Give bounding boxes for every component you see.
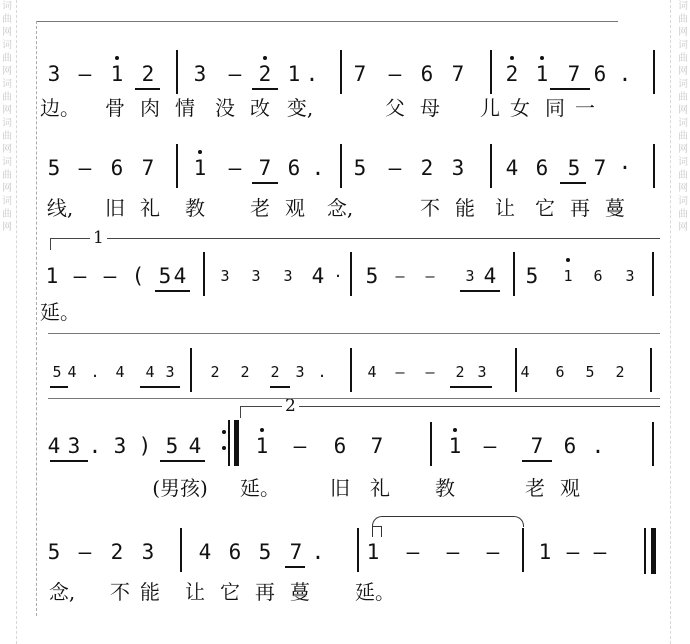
score-left-edge <box>36 21 37 616</box>
volta-bracket-line <box>240 406 660 407</box>
note: — <box>293 434 307 458</box>
lyric: 不 <box>110 580 130 604</box>
beam-underline <box>460 290 500 292</box>
note: 5 <box>365 264 379 288</box>
lyric: 同 <box>545 96 565 120</box>
repeat-thin-bar <box>228 420 230 466</box>
lyric: 延。 <box>355 580 395 604</box>
bar-line <box>430 422 432 466</box>
beam-underline <box>160 460 205 462</box>
bar-line <box>357 528 359 572</box>
note: 3 <box>47 62 61 86</box>
bar-line <box>180 528 182 572</box>
note: ) <box>138 434 152 458</box>
beam-underline <box>252 182 278 184</box>
note: — <box>395 267 405 285</box>
note: 2 <box>615 363 625 381</box>
note: — <box>593 540 607 564</box>
note: 6 <box>555 363 565 381</box>
lyric: (男孩) <box>152 476 208 500</box>
note: 2 <box>455 363 465 381</box>
beam-underline <box>285 566 305 568</box>
volta-number: 1 <box>90 230 107 247</box>
bar-line <box>650 348 652 392</box>
bar-line <box>513 252 515 296</box>
note: 4 <box>188 434 202 458</box>
note: 2 <box>240 363 250 381</box>
note: 1 <box>193 156 207 180</box>
beam-underline <box>522 460 552 462</box>
watermark-right-divider <box>670 0 671 644</box>
tie-slur <box>372 516 524 527</box>
lyric: 母 <box>420 96 440 120</box>
note: . <box>591 434 605 458</box>
note: 1 <box>563 267 573 285</box>
note: 3 <box>465 267 475 285</box>
watermark-left-divider <box>16 0 17 644</box>
note: 6 <box>333 434 347 458</box>
lyric: 教 <box>185 196 205 220</box>
staff-rule <box>48 333 660 334</box>
beam-underline <box>135 88 160 90</box>
note: 4 <box>198 540 212 564</box>
beam-underline <box>155 290 190 292</box>
note: 4 <box>367 363 377 381</box>
note: — <box>78 62 92 86</box>
final-bar-thick <box>651 528 656 574</box>
note: 4 <box>505 156 519 180</box>
note: 7 <box>141 156 155 180</box>
lyric: 蔓 <box>290 580 310 604</box>
lyric: 再 <box>570 196 590 220</box>
note: — <box>425 267 435 285</box>
note: 3 <box>477 363 487 381</box>
lyric: 再 <box>255 580 275 604</box>
note: — <box>103 264 117 288</box>
lyric: 观 <box>560 476 580 500</box>
note: 5 <box>258 540 272 564</box>
note: 5 <box>525 264 539 288</box>
note: 3 <box>193 62 207 86</box>
bar-line <box>176 144 178 188</box>
note: 5 <box>353 156 367 180</box>
note: 5 <box>585 363 595 381</box>
note: 6 <box>110 156 124 180</box>
note: — <box>388 156 402 180</box>
volta-bracket-start <box>240 406 241 418</box>
octave-dot <box>540 56 544 60</box>
note: 7 <box>530 434 544 458</box>
watermark-right: 词曲网词曲网词曲网词曲网词曲网词曲网 <box>678 1 688 233</box>
note: 4 <box>115 363 125 381</box>
beam-underline <box>550 88 590 90</box>
note: 7 <box>567 62 581 86</box>
note: — <box>228 62 242 86</box>
bar-line <box>522 528 524 572</box>
bar-line <box>652 422 654 466</box>
bar-line <box>490 50 492 94</box>
lyric: 不 <box>420 196 440 220</box>
note: ( <box>131 264 145 288</box>
staff-rule <box>48 398 660 399</box>
lyric: 骨 <box>105 96 125 120</box>
note: · <box>618 156 632 180</box>
bar-line <box>340 50 342 94</box>
note: 6 <box>420 62 434 86</box>
note: 5 <box>47 540 61 564</box>
beam-underline <box>450 386 492 388</box>
lyric: 一 <box>575 96 595 120</box>
note: 1 <box>535 62 549 86</box>
lyric: 边。 <box>40 96 80 120</box>
note: 7 <box>370 434 384 458</box>
note: . <box>317 363 327 381</box>
note: — <box>406 540 420 564</box>
note: 7 <box>593 156 607 180</box>
lyric: 蔓 <box>605 196 625 220</box>
note: 4 <box>67 363 77 381</box>
note: — <box>566 540 580 564</box>
repeat-dot <box>222 430 226 434</box>
note: 6 <box>593 267 603 285</box>
note: 3 <box>625 267 635 285</box>
bar-line <box>490 144 492 188</box>
lyric: 旧 <box>330 476 350 500</box>
octave-dot <box>510 56 514 60</box>
beam-underline <box>252 88 278 90</box>
octave-dot <box>260 428 264 432</box>
note: 3 <box>451 156 465 180</box>
lyric: 改 <box>250 96 270 120</box>
note: . <box>305 62 319 86</box>
note: 2 <box>141 62 155 86</box>
lyric: 能 <box>455 196 475 220</box>
score-top-rule <box>36 21 618 22</box>
lyric: 礼 <box>140 196 160 220</box>
watermark-left: 词曲网词曲网词曲网词曲网词曲网词曲网 <box>2 1 12 233</box>
note: 7 <box>289 540 303 564</box>
note: . <box>618 62 632 86</box>
bar-line <box>340 144 342 188</box>
lyric: 儿 <box>480 96 500 120</box>
note: 4 <box>483 264 497 288</box>
beam-underline <box>50 460 88 462</box>
note: 4 <box>47 434 61 458</box>
lyric: 让 <box>495 196 515 220</box>
volta-bracket-start <box>50 238 51 250</box>
bar-line <box>515 348 517 392</box>
note: 5 <box>165 434 179 458</box>
final-bar-thin <box>644 528 646 574</box>
note: 7 <box>451 62 465 86</box>
note: — <box>78 156 92 180</box>
bar-line <box>203 252 205 296</box>
beam-underline <box>560 182 586 184</box>
note: 5 <box>567 156 581 180</box>
lyric: 情 <box>175 96 195 120</box>
note: 3 <box>220 267 230 285</box>
lyric: 念, <box>326 196 354 220</box>
note: . <box>88 434 102 458</box>
note: 3 <box>165 363 175 381</box>
note: . <box>311 156 325 180</box>
lyric: 肉 <box>140 96 160 120</box>
repeat-dot <box>222 446 226 450</box>
lyric: 老 <box>250 196 270 220</box>
note: — <box>425 363 435 381</box>
bar-line <box>652 252 654 296</box>
bar-line <box>176 50 178 94</box>
note: 2 <box>258 62 272 86</box>
tie-slur <box>372 526 382 537</box>
bar-line <box>350 348 352 392</box>
lyric: 它 <box>220 580 240 604</box>
bar-line <box>653 144 655 188</box>
note: 6 <box>287 156 301 180</box>
bar-line <box>350 252 352 296</box>
note: 3 <box>295 363 305 381</box>
note: 2 <box>210 363 220 381</box>
note: — <box>228 156 242 180</box>
volta-bracket-line <box>50 238 660 239</box>
lyric: 礼 <box>370 476 390 500</box>
note: · <box>333 267 343 285</box>
note: 2 <box>110 540 124 564</box>
repeat-thick-bar <box>234 420 239 466</box>
lyric: 线, <box>46 196 74 220</box>
note: 1 <box>45 264 59 288</box>
note: 1 <box>110 62 124 86</box>
note: — <box>388 62 402 86</box>
note: . <box>90 363 100 381</box>
note: 1 <box>255 434 269 458</box>
note: 5 <box>158 264 172 288</box>
note: 7 <box>353 62 367 86</box>
octave-dot <box>566 258 570 262</box>
lyric: 女 <box>510 96 530 120</box>
note: 3 <box>251 267 261 285</box>
note: 5 <box>47 156 61 180</box>
note: 1 <box>448 434 462 458</box>
note: 2 <box>270 363 280 381</box>
note: 3 <box>283 267 293 285</box>
lyric: 老 <box>525 476 545 500</box>
note: 7 <box>258 156 272 180</box>
note: 4 <box>173 264 187 288</box>
volta-number: 2 <box>282 398 299 415</box>
lyric: 变, <box>286 96 314 120</box>
note: 3 <box>141 540 155 564</box>
lyric: 它 <box>535 196 555 220</box>
note: 2 <box>505 62 519 86</box>
note: 4 <box>520 363 530 381</box>
note: — <box>486 540 500 564</box>
lyric: 让 <box>185 580 205 604</box>
beam-underline <box>140 386 180 388</box>
note: 4 <box>311 264 325 288</box>
lyric: 延。 <box>240 476 280 500</box>
note: — <box>446 540 460 564</box>
lyric: 旧 <box>105 196 125 220</box>
note: 1 <box>366 540 380 564</box>
note: 6 <box>535 156 549 180</box>
note: 6 <box>563 434 577 458</box>
octave-dot <box>263 56 267 60</box>
note: 4 <box>145 363 155 381</box>
lyric: 没 <box>215 96 235 120</box>
note: . <box>311 540 325 564</box>
beam-underline <box>270 386 290 388</box>
note: — <box>78 540 92 564</box>
beam-underline <box>50 386 68 388</box>
note: — <box>395 363 405 381</box>
lyric: 延。 <box>40 300 80 324</box>
note: 2 <box>420 156 434 180</box>
note: 6 <box>593 62 607 86</box>
lyric: 能 <box>140 580 160 604</box>
note: 3 <box>67 434 81 458</box>
lyric: 父 <box>385 96 405 120</box>
note: 1 <box>538 540 552 564</box>
bar-line <box>190 348 192 392</box>
bar-line <box>653 50 655 94</box>
octave-dot <box>115 56 119 60</box>
note: — <box>73 264 87 288</box>
lyric: 教 <box>435 476 455 500</box>
note: 1 <box>287 62 301 86</box>
octave-dot <box>453 428 457 432</box>
note: 3 <box>113 434 127 458</box>
lyric: 念, <box>48 580 76 604</box>
note: — <box>483 434 497 458</box>
octave-dot <box>198 150 202 154</box>
note: 5 <box>52 363 62 381</box>
lyric: 观 <box>285 196 305 220</box>
note: 6 <box>228 540 242 564</box>
